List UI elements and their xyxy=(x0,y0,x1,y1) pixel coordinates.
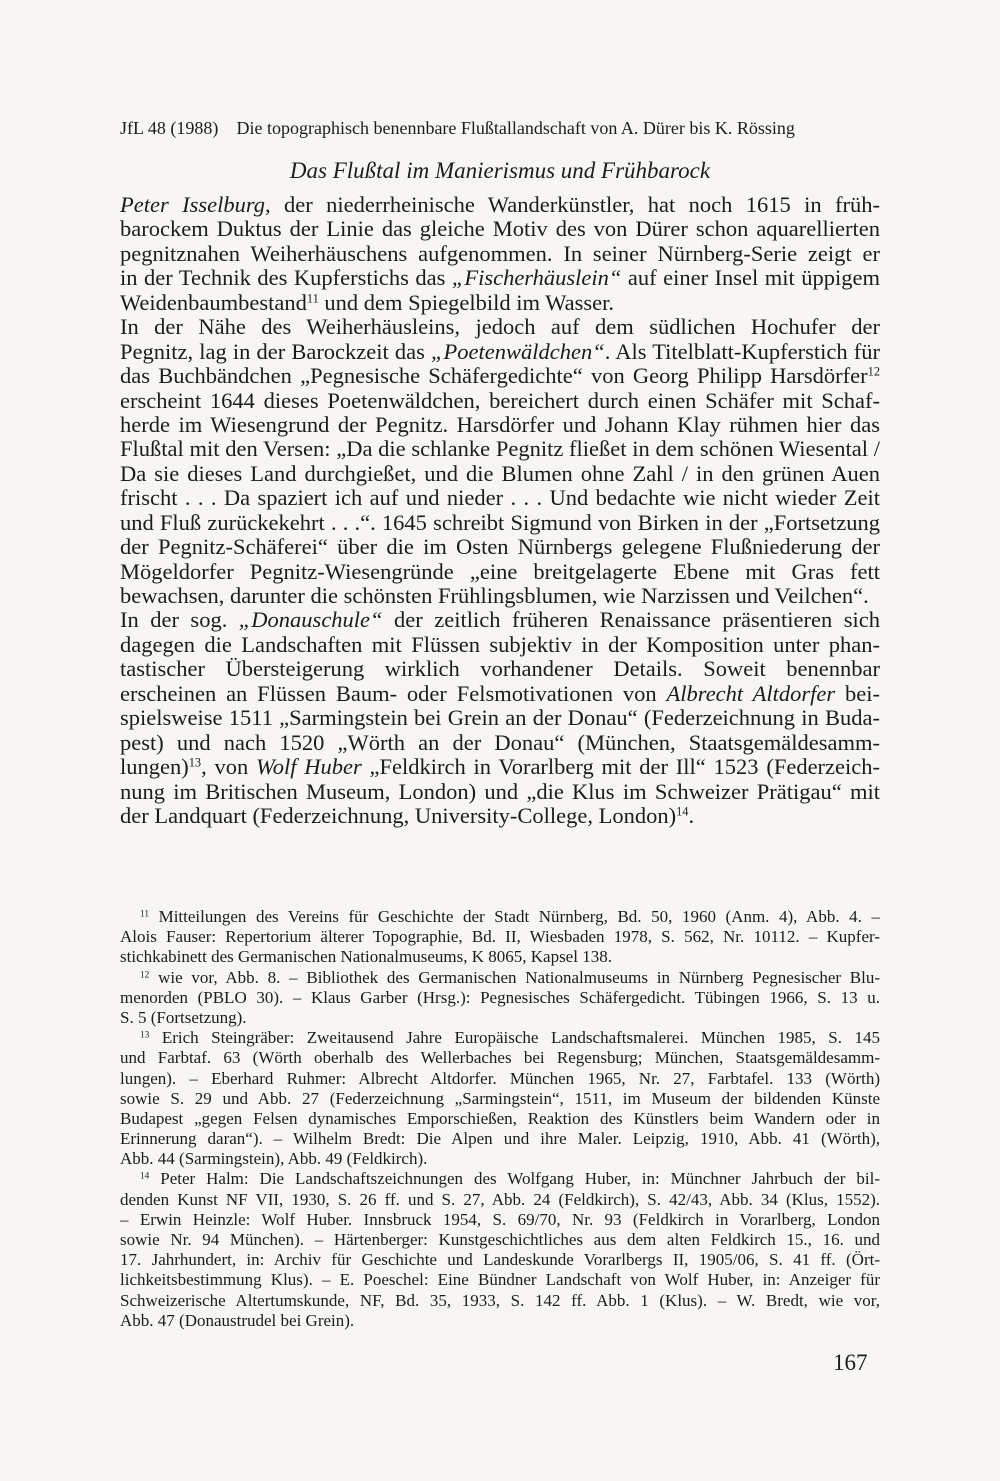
footnote-line xyxy=(120,1149,880,1169)
body-line xyxy=(120,706,880,730)
text-segment: Mögeldorfer Pegnitz-Wiesengründe „eine breitgelagerte Ebene mit Gras fett xyxy=(120,558,880,584)
text-segment: spielsweise 1511 „Sarmingstein bei Grein an der Donau“ (Federzeichnung in Buda- xyxy=(120,705,880,731)
text-segment: bewachsen, darunter die schönsten Frühlingsblumen, wie Narzissen und Veilchen“. xyxy=(120,583,869,608)
emphasis-text: „Poetenwäldchen“ xyxy=(431,338,605,364)
body-line xyxy=(120,315,880,339)
text-segment: der niederrheinische Wanderkünstler, hat noch 1615 in früh- xyxy=(270,192,881,217)
text-segment: denden Kunst NF VII, 1930, S. 26 ff. und S. 27, Abb. 24 (Feldkirch), S. 42/43, Abb. 34 (Klus, 1552). xyxy=(120,1189,880,1209)
emphasis-text: Peter Isselburg, xyxy=(120,192,271,217)
body-line xyxy=(120,535,880,559)
footnote-line xyxy=(120,1069,880,1089)
text-segment: „Feldkirch in Vorarlberg mit der Ill“ 1523 (Federzeich- xyxy=(361,754,880,780)
text-segment: sowie S. 29 und Abb. 27 (Federzeichnung „Sarmingstein“, 1511, im Museum der bildenden Künste xyxy=(120,1088,880,1108)
footnote-line xyxy=(120,1048,880,1068)
text-segment: menorden (PBLO 30). – Klaus Garber (Hrsg.): Pegnesisches Schäfergedicht. Tübingen 1966, S. 13 u. xyxy=(120,987,880,1007)
journal-citation: JfL 48 (1988) xyxy=(120,118,219,138)
body-line xyxy=(120,413,880,437)
text-segment: Alois Fauser: Repertorium älterer Topographie, Bd. II, Wiesbaden 1978, S. 562, Nr. 10112. – Kupfer- xyxy=(120,927,880,947)
text-segment: Flußtal mit den Versen: „Da die schlanke Pegnitz fließet in dem schönen Wiesental / xyxy=(120,436,880,462)
footnote-reference: 13 xyxy=(188,755,202,770)
text-segment: – Erwin Heinzle: Wolf Huber. Innsbruck 1954, S. 69/70, Nr. 93 (Feldkirch in Vorarlberg, London xyxy=(120,1209,880,1229)
text-segment: Abb. 47 (Donaustrudel bei Grein). xyxy=(120,1310,355,1330)
footnote-line xyxy=(120,1250,880,1270)
footnote-reference: 13 xyxy=(140,1030,150,1041)
body-line xyxy=(120,657,880,681)
body-line xyxy=(120,731,880,755)
body-line xyxy=(120,486,880,510)
text-segment: Schweizerische Altertumskunde, NF, Bd. 35, 1933, S. 142 ff. Abb. 1 (Klus). – W. Bredt, wie vor, xyxy=(120,1290,880,1310)
body-line xyxy=(120,804,880,828)
footnote-line xyxy=(120,947,880,967)
running-header xyxy=(120,117,795,139)
body-line xyxy=(120,193,880,217)
footnote-line xyxy=(120,1109,880,1129)
footnote-line xyxy=(120,988,880,1008)
body-line xyxy=(120,242,880,266)
footnote-line xyxy=(120,1129,880,1149)
footnote-reference: 11 xyxy=(140,909,149,920)
text-segment: lungen). – Eberhard Ruhmer: Albrecht Altdorfer. München 1965, Nr. 27, Farbtafel. 133 (Wörth) xyxy=(120,1068,880,1088)
text-segment: und Farbtaf. 63 (Wörth oberhalb des Wellerbaches bei Regensburg; München, Staatsgemäldesamm- xyxy=(120,1048,880,1068)
running-title: Die topographisch benennbare Flußtallandschaft von A. Dürer bis K. Rössing xyxy=(236,118,795,138)
text-segment: In der Nähe des Weiherhäusleins, jedoch auf dem südlichen Hochufer der xyxy=(120,314,880,340)
text-segment: frischt . . . Da spaziert ich auf und nieder . . . Und bedachte wie nicht wieder Zeit xyxy=(120,485,880,511)
text-segment: Erich Steingräber: Zweitausend Jahre Europäische Landschaftsmalerei. München 1985, S. 145 xyxy=(149,1028,880,1048)
text-segment: 17. Jahrhundert, in: Archiv für Geschichte und Landeskunde Vorarlbergs II, 1905/06, S. 41 ff. (Ört- xyxy=(120,1250,880,1270)
footnote-reference: 14 xyxy=(140,1171,150,1182)
text-segment: Pegnitz, lag in der Barockzeit das xyxy=(120,338,432,364)
text-segment: bei- xyxy=(835,680,880,706)
text-segment: , von xyxy=(201,754,257,780)
page-number: 167 xyxy=(833,1350,868,1375)
footnote-line xyxy=(120,1169,880,1189)
text-segment: und Fluß zurückekehrt . . .“. 1645 schreibt Sigmund von Birken in der „Fortsetzung xyxy=(120,509,880,535)
emphasis-text: Wolf Huber xyxy=(256,754,362,780)
footnote-line xyxy=(120,1028,880,1048)
footnote-line xyxy=(120,1311,880,1331)
body-line xyxy=(120,217,880,241)
body-line xyxy=(120,584,880,608)
text-segment: pest) und nach 1520 „Wörth an der Donau“ (München, Staatsgemäldesamm- xyxy=(120,729,880,755)
body-line xyxy=(120,389,880,413)
text-segment: Abb. 44 (Sarmingstein), Abb. 49 (Feldkirch). xyxy=(120,1149,428,1169)
body-line xyxy=(120,462,880,486)
text-segment: der Landquart (Federzeichnung, University-College, London) xyxy=(120,802,677,828)
footnotes xyxy=(120,907,880,1331)
text-segment: stichkabinett des Germanischen Nationalmuseums, K 8065, Kapsel 138. xyxy=(120,947,612,967)
footnote-line xyxy=(120,1089,880,1109)
body-line xyxy=(120,364,880,388)
footnote-reference: 14 xyxy=(676,804,689,819)
body-line xyxy=(120,340,880,364)
footnote-reference: 12 xyxy=(867,364,880,379)
text-segment: lungen) xyxy=(120,754,189,780)
text-segment: Da sie dieses Land durchgießet, und die Blumen ohne Zahl / in den grünen Auen xyxy=(120,460,880,486)
footnote-line xyxy=(120,1291,880,1311)
text-segment: . xyxy=(688,802,695,828)
emphasis-text: „Donauschule“ xyxy=(238,607,383,633)
text-segment: wie vor, Abb. 8. – Bibliothek des Germanischen Nationalmuseums in Nürnberg Pegnesischer Blu- xyxy=(149,967,880,987)
text-segment: pegnitznahen Weiherhäuschens aufgenommen. In seiner Nürnberg-Serie zeigt er xyxy=(120,240,880,266)
body-line xyxy=(120,560,880,584)
footnote-reference: 12 xyxy=(140,969,150,980)
body-line xyxy=(120,266,880,290)
body-line xyxy=(120,633,880,657)
text-segment: Budapest „gegen Felsen dynamisches Emporschießen, Reaktion des Künstlers beim Wandern oder in xyxy=(120,1108,880,1128)
text-segment: der Pegnitz-Schäferei“ über die im Osten Nürnbergs gelegene Flußniederung der xyxy=(120,534,880,560)
text-segment: tastischer Übersteigerung wirklich vorhandener Details. Soweit benennbar xyxy=(120,656,880,682)
text-segment: herde im Wiesengrund der Pegnitz. Harsdörfer und Johann Klay rühmen hier das xyxy=(120,411,880,437)
text-segment: und dem Spiegelbild im Wasser. xyxy=(318,289,615,315)
footnote-line xyxy=(120,1190,880,1210)
footnote-line xyxy=(120,1008,880,1028)
text-segment: auf einer Insel mit üppigem xyxy=(621,265,880,291)
footnote-line xyxy=(120,968,880,988)
text-segment: barockem Duktus der Linie das gleiche Motiv des von Dürer schon aquarellierten xyxy=(120,216,880,242)
text-segment: S. 5 (Fortsetzung). xyxy=(120,1007,247,1027)
body-line xyxy=(120,755,880,779)
body-line xyxy=(120,437,880,461)
text-segment: erscheint 1644 dieses Poetenwäldchen, bereichert durch einen Schäfer mit Schaf- xyxy=(120,387,880,413)
text-segment: In der sog. xyxy=(120,607,239,633)
body-line xyxy=(120,511,880,535)
footnote-line xyxy=(120,1230,880,1250)
text-segment: Erinnerung daran“). – Wilhelm Bredt: Die Alpen und ihre Maler. Leipzig, 1910, Abb. 41 (Wörth), xyxy=(120,1129,880,1149)
text-segment: . Als Titelblatt-Kupferstich für xyxy=(604,338,880,364)
emphasis-text: „Fischerhäuslein“ xyxy=(451,265,622,291)
text-segment: Mitteilungen des Vereins für Geschichte der Stadt Nürnberg, Bd. 50, 1960 (Anm. 4), Abb. 4. – xyxy=(149,907,880,926)
section-title: Das Flußtal im Manierismus und Frühbarock xyxy=(289,158,711,183)
footnote-line xyxy=(120,907,880,927)
body-line xyxy=(120,608,880,632)
text-segment: dagegen die Landschaften mit Flüssen subjektiv in der Komposition unter phan- xyxy=(120,631,880,657)
footnote-line xyxy=(120,1210,880,1230)
text-segment: Weidenbaumbestand xyxy=(120,289,307,315)
body-line xyxy=(120,682,880,706)
footnote-line xyxy=(120,1270,880,1290)
text-segment: nung im Britischen Museum, London) und „die Klus im Schweizer Prätigau“ mit xyxy=(120,778,880,804)
text-segment: lichkeitsbestimmung Klus). – E. Poeschel: Eine Bündner Landschaft von Wolf Huber, in: Anzeiger für xyxy=(120,1270,880,1290)
text-segment: das Buchbändchen „Pegnesische Schäfergedichte“ von Georg Philipp Harsdörfer xyxy=(120,363,868,389)
body-line xyxy=(120,780,880,804)
footnote-line xyxy=(120,927,880,947)
footnote-reference: 11 xyxy=(306,291,319,306)
body-text xyxy=(120,193,880,828)
body-line xyxy=(120,291,880,315)
text-segment: erscheinen an Flüssen Baum- oder Felsmotivationen von xyxy=(120,680,667,706)
emphasis-text: Albrecht Altdorfer xyxy=(666,680,836,706)
text-segment: in der Technik des Kupferstichs das xyxy=(120,265,452,291)
text-segment: sowie Nr. 94 München). – Härtenberger: Kunstgeschichtliches aus dem alten Feldkirch 15., 16. und xyxy=(120,1230,880,1249)
text-segment: Peter Halm: Die Landschaftszeichnungen des Wolfgang Huber, in: Münchner Jahrbuch der bil- xyxy=(149,1169,880,1189)
text-segment: der zeitlich früheren Renaissance präsentieren sich xyxy=(382,607,880,633)
